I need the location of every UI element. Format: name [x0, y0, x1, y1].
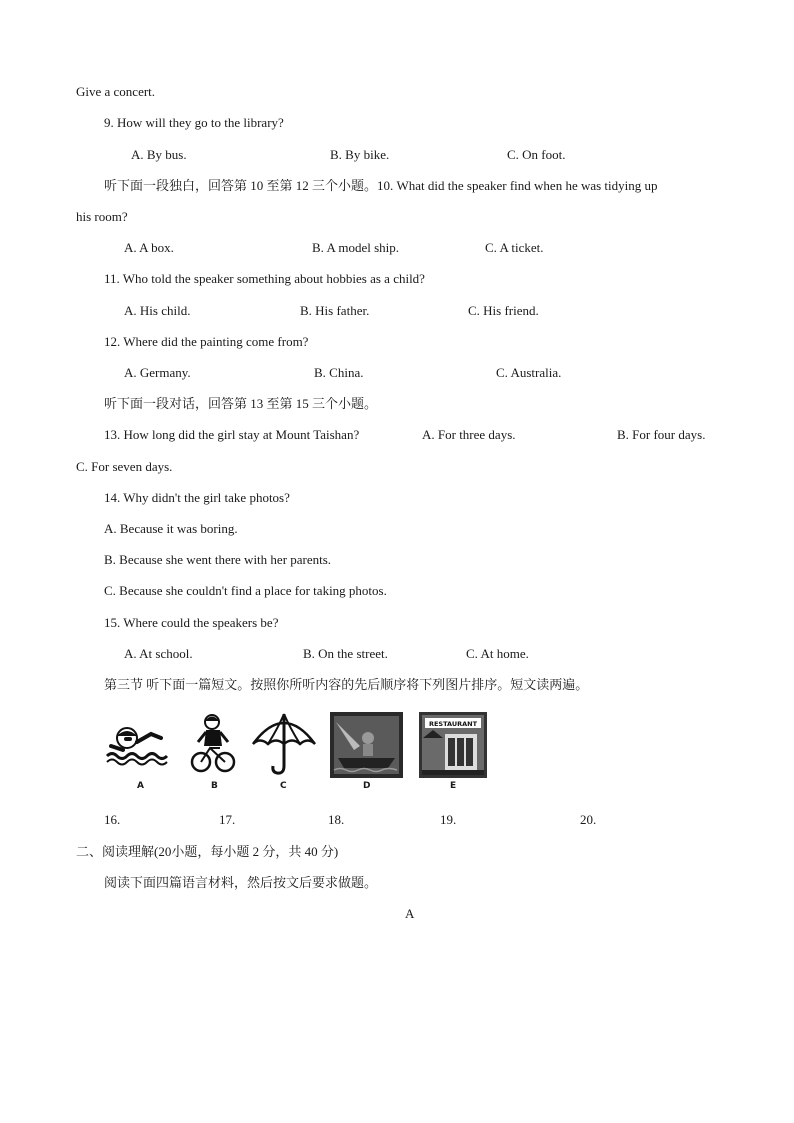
q14-option-a: A. Because it was boring.	[104, 521, 238, 536]
q11-option-a: A. His child.	[124, 303, 191, 318]
q12-option-a: A. Germany.	[124, 365, 191, 380]
q15-option-b: B. On the street.	[303, 646, 388, 661]
q10-option-a: A. A box.	[124, 240, 174, 255]
answer-16: 16.	[104, 812, 121, 827]
boat-icon	[330, 712, 403, 778]
question-9: 9. How will they go to the library?	[104, 115, 284, 130]
section-3-heading: 第三节 听下面一篇短文。按照你所听内容的先后顺序将下列图片排序。短文读两遍。	[104, 677, 589, 692]
cyclist-icon	[190, 712, 236, 776]
question-15: 15. Where could the speakers be?	[104, 615, 279, 630]
answer-19: 19.	[440, 812, 457, 827]
umbrella-icon	[250, 710, 318, 776]
question-13: 13. How long did the girl stay at Mount Taishan?	[104, 427, 360, 442]
picture-caption-c: C	[280, 781, 287, 791]
picture-caption-d: D	[363, 781, 371, 791]
q11-option-b: B. His father.	[300, 303, 370, 318]
q13-option-c: C. For seven days.	[76, 459, 173, 474]
q14-option-b: B. Because she went there with her parents.	[104, 552, 332, 567]
q9-option-b: B. By bike.	[330, 147, 390, 162]
instruction-q13: 听下面一段对话，回答第 13 至第 15 三个小题。	[104, 396, 378, 411]
q13-option-b: B. For four days.	[617, 427, 706, 442]
q10-option-b: B. A model ship.	[312, 240, 400, 255]
q14-option-c: C. Because she couldn't find a place for taking photos.	[104, 583, 387, 598]
passage-a-label: A	[405, 906, 415, 921]
q9-option-a: A. By bus.	[131, 147, 187, 162]
q10-option-c: C. A ticket.	[485, 240, 544, 255]
answer-20: 20.	[580, 812, 597, 827]
question-11: 11. Who told the speaker something about hobbies as a child?	[104, 271, 425, 286]
q9-option-c: C. On foot.	[507, 147, 566, 162]
picture-caption-b: B	[211, 781, 218, 791]
swimmer-icon	[103, 716, 173, 768]
q15-option-c: C. At home.	[466, 646, 529, 661]
q12-option-c: C. Australia.	[496, 365, 562, 380]
answer-18: 18.	[328, 812, 345, 827]
text-line-give-concert: Give a concert.	[76, 84, 156, 99]
q13-option-a: A. For three days.	[422, 427, 516, 442]
restaurant-icon	[419, 712, 487, 778]
instruction-q10: 听下面一段独白，回答第 10 至第 12 三个小题。10. What did the speaker find when he was tidying up	[104, 178, 658, 193]
picture-caption-a: A	[137, 781, 144, 791]
picture-caption-e: E	[450, 781, 457, 791]
question-12: 12. Where did the painting come from?	[104, 334, 309, 349]
answer-17: 17.	[219, 812, 236, 827]
restaurant-sign-text: RESTAURANT	[428, 720, 478, 728]
q11-option-c: C. His friend.	[468, 303, 539, 318]
q15-option-a: A. At school.	[124, 646, 193, 661]
instruction-q10-cont: his room?	[76, 209, 128, 224]
question-14: 14. Why didn't the girl take photos?	[104, 490, 290, 505]
part-2-instruction: 阅读下面四篇语言材料，然后按文后要求做题。	[104, 875, 378, 890]
part-2-heading: 二、阅读理解(20小题，每小题 2 分，共 40 分)	[76, 844, 339, 859]
q12-option-b: B. China.	[314, 365, 364, 380]
